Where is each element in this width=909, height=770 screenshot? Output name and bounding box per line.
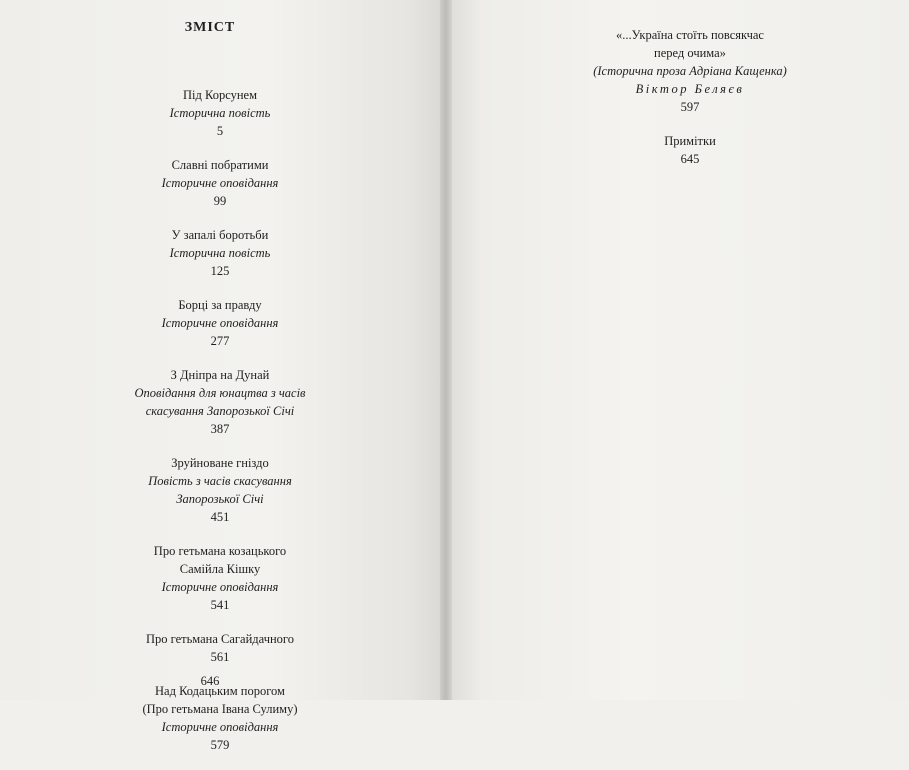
entry-title: Про гетьмана козацького: [153, 544, 287, 558]
toc-entry: [90, 454, 350, 526]
entry-title: Борці за правду: [178, 298, 262, 312]
entry-page-number: 541: [210, 598, 230, 612]
toc-entry: [90, 156, 350, 210]
entry-page-number: 597: [680, 100, 700, 114]
entry-page-number: 5: [216, 124, 224, 138]
entry-subtitle: Історичне оповідання: [161, 580, 279, 594]
page-folio: 646: [200, 674, 220, 688]
entry-page-number: 451: [210, 510, 230, 524]
entry-title: Під Корсунем: [183, 88, 257, 102]
toc-entry: [90, 542, 350, 614]
entry-title: Примітки: [664, 134, 716, 148]
toc-entry: [580, 26, 800, 116]
table-of-contents-continued: [580, 26, 800, 184]
entry-page-number: 125: [210, 264, 230, 278]
entry-subtitle: Історичне оповідання: [161, 720, 279, 734]
entry-title: Самійла Кішку: [179, 562, 261, 576]
entry-title: Зруйноване гніздо: [171, 456, 269, 470]
entry-subtitle: Повість з часів скасування: [148, 474, 292, 488]
toc-entry: [90, 366, 350, 438]
entry-title: перед очима»: [654, 46, 726, 60]
entry-page-number: 645: [680, 152, 700, 166]
entry-page-number: 99: [213, 194, 227, 208]
entry-title: У запалі боротьби: [171, 228, 269, 242]
toc-entry: [90, 630, 350, 666]
table-of-contents: [90, 86, 350, 770]
entry-subtitle: скасування Запорозької Січі: [145, 404, 295, 418]
entry-subtitle: Історичне оповідання: [161, 176, 279, 190]
toc-entry: [90, 226, 350, 280]
entry-title: Про гетьмана Сагайдачного: [145, 632, 294, 646]
entry-subtitle: Запорозької Січі: [176, 492, 264, 506]
left-page: [0, 0, 445, 752]
entry-page-number: 387: [210, 422, 230, 436]
entry-page-number: 561: [210, 650, 230, 664]
entry-title: Славні побратими: [171, 158, 269, 172]
entry-subtitle: Історична повість: [169, 106, 271, 120]
entry-page-number: 277: [210, 334, 230, 348]
entry-subtitle: Оповідання для юнацтва з часів: [134, 386, 306, 400]
toc-entry: [580, 132, 800, 168]
entry-title: Над Кодацьким порогом: [155, 684, 285, 698]
entry-subtitle: Історичне оповідання: [161, 316, 279, 330]
book-gutter: [440, 0, 452, 700]
entry-title: «...Україна стоїть повсякчас: [616, 28, 764, 42]
entry-title: (Про гетьмана Івана Сулиму): [142, 702, 298, 716]
toc-entry: [90, 682, 350, 754]
entry-page-number: 579: [210, 738, 230, 752]
entry-title: З Дніпра на Дунай: [170, 368, 270, 382]
contents-heading: ЗМІСТ: [184, 20, 236, 35]
entry-subtitle: (Історична проза Адріана Кащенка): [593, 64, 787, 78]
entry-subtitle: Історична повість: [169, 246, 271, 260]
toc-entry: [90, 86, 350, 140]
entry-author: Віктор Беляєв: [635, 82, 745, 96]
toc-entry: [90, 296, 350, 350]
